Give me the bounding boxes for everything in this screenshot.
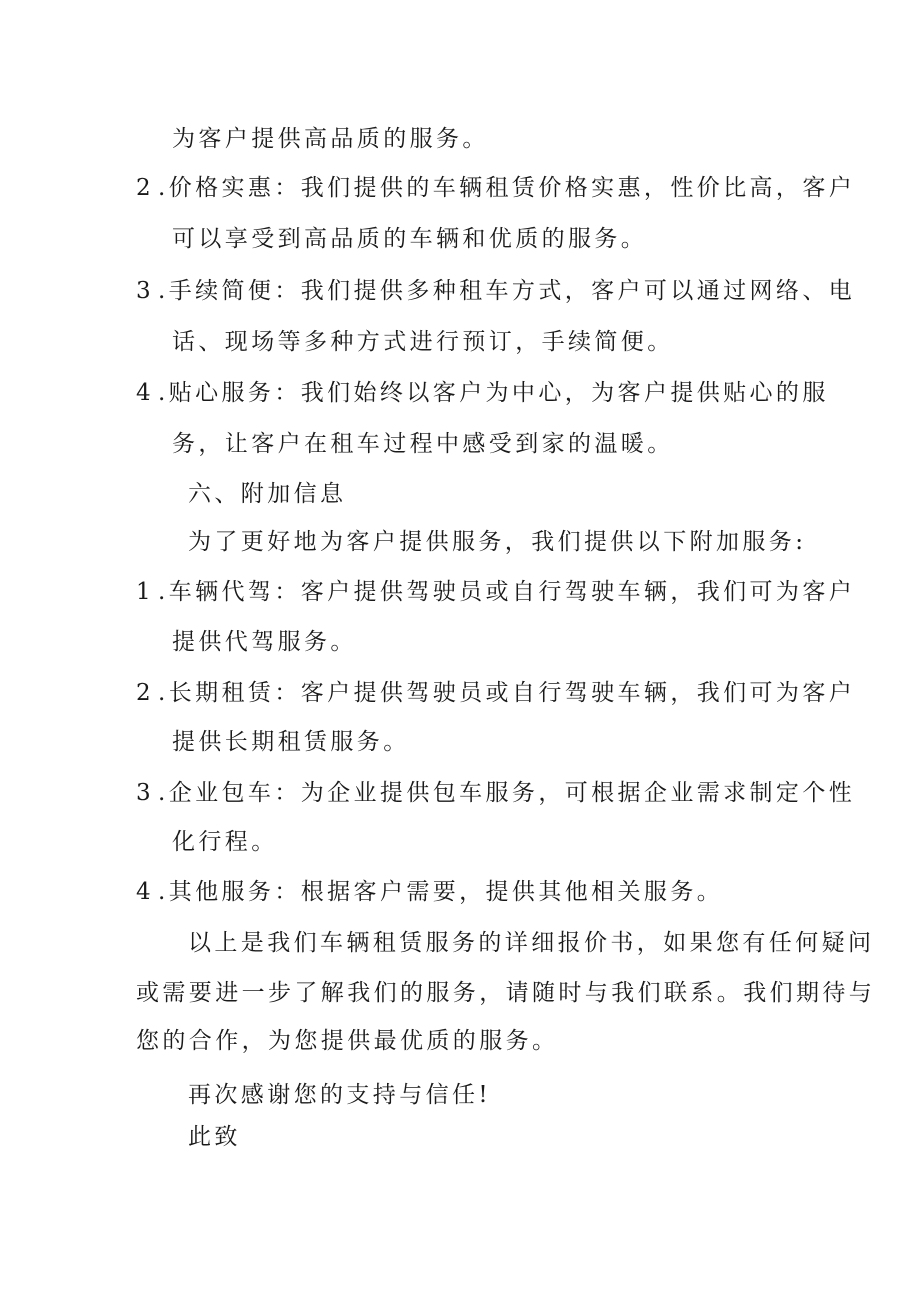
item-dot: .	[158, 780, 169, 806]
closing-line-3: 您的合作，为您提供最优质的服务。	[136, 1028, 559, 1054]
advantage-item-3-cont: 话、现场等多种方式进行预订，手续简便。	[172, 329, 674, 355]
item-dot: .	[158, 380, 169, 406]
item-text: 价格实惠：我们提供的车辆租赁价格实惠，性价比高，客户	[168, 175, 856, 201]
closing-line-1: 以上是我们车辆租赁服务的详细报价书，如果您有任何疑问	[188, 930, 875, 956]
service-item-1	[136, 577, 855, 607]
item-number: 2	[136, 175, 155, 201]
item-number: 4	[136, 879, 155, 905]
item-text: 车辆代驾：客户提供驾驶员或自行驾驶车辆，我们可为客户	[168, 579, 856, 605]
item-dot: .	[158, 175, 169, 201]
item-text: 手续简便：我们提供多种租车方式，客户可以通过网络、电	[168, 278, 856, 304]
item-text: 贴心服务：我们始终以客户为中心，为客户提供贴心的服	[168, 380, 829, 406]
salutation: 此致	[188, 1124, 241, 1150]
advantage-item-2-cont: 可以享受到高品质的车辆和优质的服务。	[172, 226, 648, 252]
item-text: 其他服务：根据客户需要，提供其他相关服务。	[168, 879, 724, 905]
item-dot: .	[158, 579, 169, 605]
service-item-2-cont: 提供长期租赁服务。	[172, 729, 410, 755]
item-dot: .	[158, 680, 169, 706]
section-intro: 为了更好地为客户提供服务，我们提供以下附加服务:	[188, 529, 807, 555]
item-dot: .	[158, 278, 169, 304]
service-item-4	[136, 877, 723, 907]
item-text: 长期租赁：客户提供驾驶员或自行驾驶车辆，我们可为客户	[168, 680, 856, 706]
item-number: 3	[136, 278, 155, 304]
service-item-3	[136, 778, 855, 808]
item-number: 2	[136, 680, 155, 706]
advantage-item-2	[136, 173, 855, 203]
item-number: 3	[136, 780, 155, 806]
section-heading: 六、附加信息	[188, 481, 347, 507]
thanks-line: 再次感谢您的支持与信任!	[188, 1082, 492, 1108]
service-item-3-cont: 化行程。	[172, 829, 278, 855]
advantage-item-4-cont: 务，让客户在租车过程中感受到家的温暖。	[172, 431, 674, 457]
advantage-item-3	[136, 276, 855, 306]
closing-line-2: 或需要进一步了解我们的服务，请随时与我们联系。我们期待与	[136, 980, 876, 1006]
item-text: 企业包车：为企业提供包车服务，可根据企业需求制定个性	[168, 780, 856, 806]
advantage-item-4	[136, 378, 829, 408]
service-item-1-cont: 提供代驾服务。	[172, 629, 357, 655]
item-number: 1	[136, 579, 155, 605]
item-dot: .	[158, 879, 169, 905]
intro-tail: 为客户提供高品质的服务。	[172, 126, 489, 152]
service-item-2	[136, 678, 855, 708]
item-number: 4	[136, 380, 155, 406]
